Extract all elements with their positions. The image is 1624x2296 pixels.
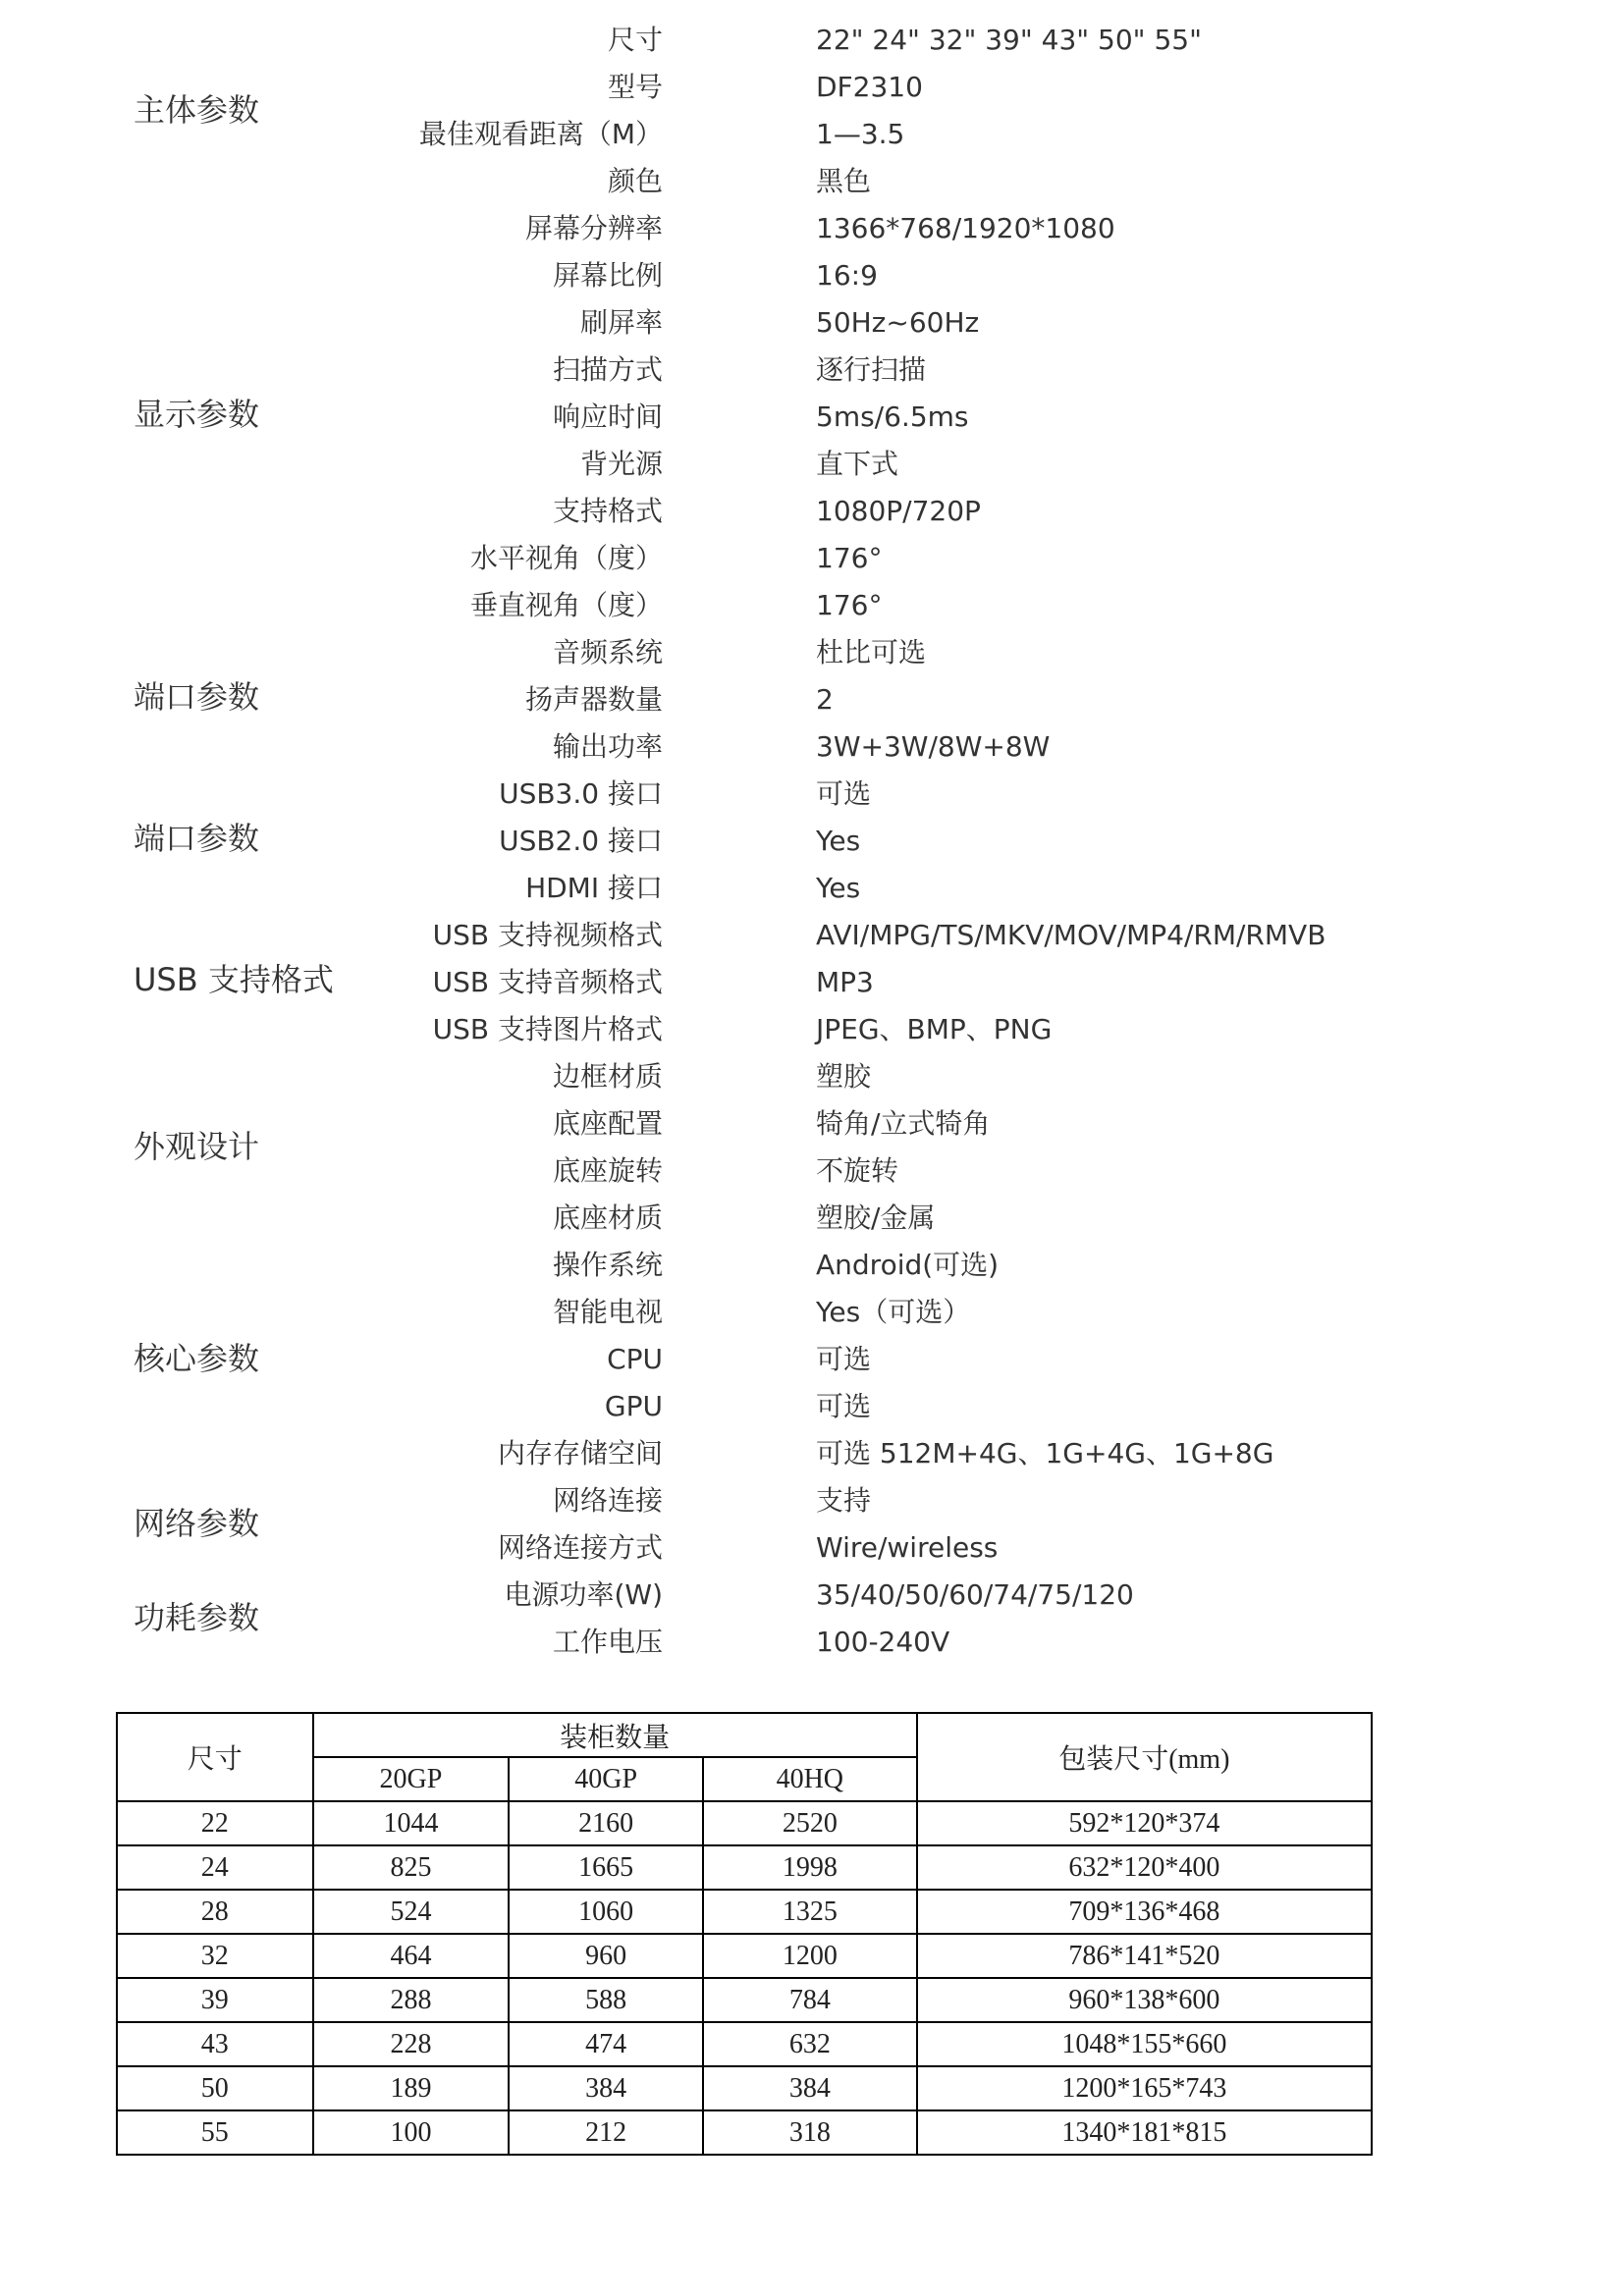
spec-value: Yes（可选） (816, 1296, 971, 1328)
spec-row (0, 1477, 1624, 1524)
cell-pack: 1200*165*743 (917, 2066, 1372, 2110)
spec-label: 底座材质 (552, 1201, 663, 1234)
spec-label: USB 支持图片格式 (432, 1013, 663, 1045)
cell-40hq: 2520 (703, 1801, 917, 1845)
cell-size: 43 (117, 2022, 313, 2066)
spec-label: GPU (604, 1390, 663, 1422)
table-header-row (117, 1713, 1372, 1757)
cell-pack: 592*120*374 (917, 1801, 1372, 1845)
spec-label: 网络连接方式 (497, 1531, 663, 1564)
cell-pack: 1048*155*660 (917, 2022, 1372, 2066)
spec-value: 16:9 (816, 259, 878, 292)
spec-value: 可选 (816, 1390, 872, 1422)
packing-table (116, 1712, 1373, 2156)
spec-label: CPU (607, 1343, 663, 1375)
spec-row (0, 299, 1624, 347)
cell-20gp: 189 (313, 2066, 510, 2110)
spec-row (0, 771, 1624, 818)
cell-size: 55 (117, 2110, 313, 2155)
header-container-qty: 装柜数量 (313, 1713, 917, 1757)
cell-40gp: 212 (509, 2110, 703, 2155)
header-40gp: 40GP (509, 1757, 703, 1801)
spec-value: Yes (816, 825, 861, 857)
spec-label: 音频系统 (552, 636, 663, 668)
cell-20gp: 1044 (313, 1801, 510, 1845)
spec-label: 背光源 (579, 448, 663, 480)
cell-40hq: 784 (703, 1978, 917, 2022)
cell-40hq: 632 (703, 2022, 917, 2066)
header-package-size: 包装尺寸(mm) (917, 1713, 1372, 1801)
spec-row (0, 347, 1624, 394)
category-main: 主体参数 (134, 91, 260, 129)
cell-40hq: 384 (703, 2066, 917, 2110)
spec-label: 网络连接 (552, 1484, 663, 1517)
spec-value: Android(可选) (816, 1249, 1000, 1281)
table-row (117, 1934, 1372, 1978)
cell-pack: 960*138*600 (917, 1978, 1372, 2022)
category-power: 功耗参数 (134, 1599, 260, 1636)
table-row (117, 2022, 1372, 2066)
spec-value: 3W+3W/8W+8W (816, 730, 1051, 763)
spec-row (0, 1572, 1624, 1619)
spec-label: 刷屏率 (579, 306, 663, 339)
spec-row (0, 1148, 1624, 1195)
table-row (117, 1890, 1372, 1934)
spec-label: 边框材质 (552, 1060, 663, 1093)
spec-row (0, 111, 1624, 158)
spec-label: 水平视角（度） (469, 542, 663, 574)
spec-row (0, 17, 1624, 64)
table-row (117, 2110, 1372, 2155)
cell-40gp: 2160 (509, 1801, 703, 1845)
category-core: 核心参数 (134, 1340, 260, 1377)
spec-row (0, 252, 1624, 299)
spec-row (0, 865, 1624, 912)
spec-value: MP3 (816, 966, 874, 998)
spec-row (0, 959, 1624, 1006)
spec-label: 扬声器数量 (524, 683, 663, 716)
category-network: 网络参数 (134, 1505, 260, 1542)
spec-value: 塑胶 (816, 1060, 872, 1093)
spec-label: USB3.0 接口 (499, 777, 663, 810)
spec-value: 2 (816, 683, 834, 716)
spec-value: 可选 (816, 1343, 872, 1375)
category-display: 显示参数 (134, 396, 260, 433)
spec-value: 176° (816, 589, 883, 621)
category-appearance: 外观设计 (134, 1128, 260, 1165)
spec-value: 100-240V (816, 1626, 950, 1658)
header-20gp: 20GP (313, 1757, 510, 1801)
cell-20gp: 464 (313, 1934, 510, 1978)
spec-label: 操作系统 (552, 1249, 663, 1281)
table-row (117, 2066, 1372, 2110)
spec-row (0, 535, 1624, 582)
cell-size: 50 (117, 2066, 313, 2110)
cell-20gp: 288 (313, 1978, 510, 2022)
spec-value: 1080P/720P (816, 495, 981, 527)
cell-20gp: 524 (313, 1890, 510, 1934)
spec-row (0, 1195, 1624, 1242)
spec-label: 垂直视角（度） (469, 589, 663, 621)
spec-row (0, 1430, 1624, 1477)
spec-label: HDMI 接口 (525, 872, 663, 904)
spec-label: 屏幕比例 (552, 259, 663, 292)
spec-label: USB 支持音频格式 (432, 966, 663, 998)
spec-row (0, 1006, 1624, 1053)
table-row (117, 1801, 1372, 1845)
spec-row (0, 488, 1624, 535)
spec-row (0, 1242, 1624, 1289)
header-size: 尺寸 (117, 1713, 313, 1801)
spec-label: 屏幕分辨率 (524, 212, 663, 244)
spec-value: 逐行扫描 (816, 353, 927, 386)
spec-row (0, 676, 1624, 723)
cell-40hq: 1200 (703, 1934, 917, 1978)
cell-size: 24 (117, 1845, 313, 1890)
spec-value: JPEG、BMP、PNG (816, 1013, 1053, 1045)
spec-row (0, 1100, 1624, 1148)
spec-value: Yes (816, 872, 861, 904)
cell-20gp: 228 (313, 2022, 510, 2066)
spec-row (0, 1053, 1624, 1100)
spec-row (0, 394, 1624, 441)
spec-label: 输出功率 (552, 730, 663, 763)
category-port-2: 端口参数 (134, 820, 260, 857)
spec-value: 1366*768/1920*1080 (816, 212, 1115, 244)
spec-label: 智能电视 (552, 1296, 663, 1328)
category-usb-format: USB 支持格式 (134, 961, 334, 998)
table-row (117, 1978, 1372, 2022)
spec-label: 尺寸 (607, 24, 663, 56)
spec-label: 工作电压 (552, 1626, 663, 1658)
spec-value: 176° (816, 542, 883, 574)
spec-value: 22" 24" 32" 39" 43" 50" 55" (816, 24, 1202, 56)
spec-value: 犄角/立式犄角 (816, 1107, 991, 1140)
cell-40gp: 960 (509, 1934, 703, 1978)
spec-label: 底座配置 (552, 1107, 663, 1140)
cell-40gp: 1060 (509, 1890, 703, 1934)
spec-value: 直下式 (816, 448, 899, 480)
cell-pack: 632*120*400 (917, 1845, 1372, 1890)
spec-row (0, 205, 1624, 252)
cell-40gp: 384 (509, 2066, 703, 2110)
cell-40gp: 1665 (509, 1845, 703, 1890)
spec-value: DF2310 (816, 71, 923, 103)
spec-value: 塑胶/金属 (816, 1201, 936, 1234)
spec-row (0, 1383, 1624, 1430)
spec-value: 1—3.5 (816, 118, 905, 150)
spec-value: 黑色 (816, 165, 872, 197)
spec-label: 内存存储空间 (497, 1437, 663, 1469)
spec-label: 扫描方式 (552, 353, 663, 386)
cell-40gp: 474 (509, 2022, 703, 2066)
spec-value: Wire/wireless (816, 1531, 999, 1564)
spec-row (0, 629, 1624, 676)
spec-value: AVI/MPG/TS/MKV/MOV/MP4/RM/RMVB (816, 919, 1326, 951)
spec-row (0, 158, 1624, 205)
cell-size: 39 (117, 1978, 313, 2022)
cell-40hq: 1325 (703, 1890, 917, 1934)
spec-row (0, 1289, 1624, 1336)
spec-row (0, 818, 1624, 865)
spec-value: 35/40/50/60/74/75/120 (816, 1578, 1134, 1611)
spec-value: 5ms/6.5ms (816, 400, 969, 433)
cell-pack: 709*136*468 (917, 1890, 1372, 1934)
cell-pack: 1340*181*815 (917, 2110, 1372, 2155)
cell-size: 22 (117, 1801, 313, 1845)
cell-pack: 786*141*520 (917, 1934, 1372, 1978)
spec-value: 杜比可选 (816, 636, 927, 668)
table-row (117, 1845, 1372, 1890)
spec-row (0, 441, 1624, 488)
spec-label: 电源功率(W) (504, 1578, 663, 1611)
spec-value: 不旋转 (816, 1154, 899, 1187)
category-port: 端口参数 (134, 678, 260, 716)
spec-label: 颜色 (607, 165, 663, 197)
spec-row (0, 64, 1624, 111)
spec-row (0, 1524, 1624, 1572)
spec-value: 支持 (816, 1484, 872, 1517)
spec-label: 支持格式 (552, 495, 663, 527)
spec-value: 可选 (816, 777, 872, 810)
spec-row (0, 1619, 1624, 1666)
cell-20gp: 825 (313, 1845, 510, 1890)
spec-label: 型号 (607, 71, 663, 103)
spec-row (0, 582, 1624, 629)
spec-label: 响应时间 (552, 400, 663, 433)
spec-label: 底座旋转 (552, 1154, 663, 1187)
cell-40gp: 588 (509, 1978, 703, 2022)
cell-40hq: 1998 (703, 1845, 917, 1890)
spec-label: 最佳观看距离（M） (418, 118, 663, 150)
spec-row (0, 912, 1624, 959)
cell-size: 28 (117, 1890, 313, 1934)
spec-row (0, 1336, 1624, 1383)
cell-40hq: 318 (703, 2110, 917, 2155)
spec-value: 可选 512M+4G、1G+4G、1G+8G (816, 1437, 1274, 1469)
spec-label: USB 支持视频格式 (432, 919, 663, 951)
spec-row (0, 723, 1624, 771)
spec-label: USB2.0 接口 (499, 825, 663, 857)
cell-size: 32 (117, 1934, 313, 1978)
header-40hq: 40HQ (703, 1757, 917, 1801)
cell-20gp: 100 (313, 2110, 510, 2155)
spec-value: 50Hz~60Hz (816, 306, 980, 339)
